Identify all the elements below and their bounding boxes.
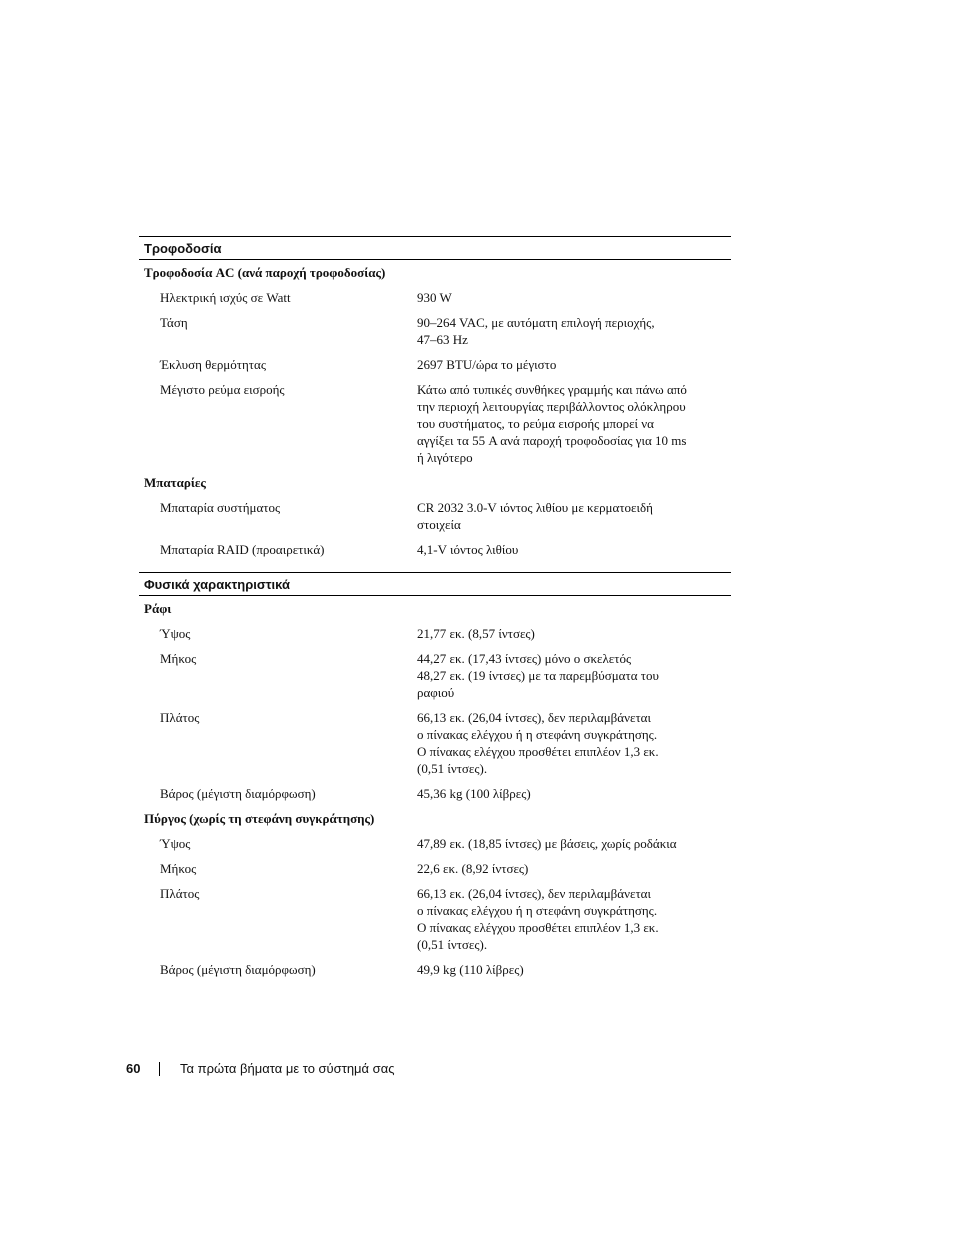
subsection-heading: Μπαταρίες (144, 475, 206, 490)
spec-value-line: (0,51 ίντσες). (417, 761, 488, 776)
spec-value-line: Ο πίνακας ελέγχου προσθέτει επιπλέον 1,3 εκ. (417, 744, 659, 759)
spec-label: Πλάτος (160, 886, 200, 901)
spec-label: Μπαταρία συστήματος (160, 500, 281, 515)
spec-value-line: 47,89 εκ. (18,85 ίντσες) με βάσεις, χωρίς ροδάκια (417, 836, 677, 851)
spec-row (139, 537, 731, 562)
spec-value-line: 66,13 εκ. (26,04 ίντσες), δεν περιλαμβάνεται (417, 710, 651, 725)
spec-value-line: ο πίνακας ελέγχου ή η στεφάνη συγκράτησης. (417, 903, 658, 918)
spec-label: Ηλεκτρική ισχύς σε Watt (160, 290, 291, 305)
subsection-heading: Τροφοδοσία AC (ανά παροχή τροφοδοσίας) (144, 265, 386, 280)
spec-value (417, 650, 707, 701)
spec-label: Βάρος (μέγιστη διαμόρφωση) (160, 962, 316, 977)
spec-label: Μήκος (160, 861, 197, 876)
spec-value-line: 66,13 εκ. (26,04 ίντσες), δεν περιλαμβάνεται (417, 886, 651, 901)
subsection-heading: Ράφι (144, 601, 172, 616)
spec-value-line: CR 2032 3.0-V ιόντος λιθίου με κερματοειδή (417, 500, 653, 515)
spec-row (139, 957, 731, 982)
spec-value (417, 625, 707, 642)
section-heading: Φυσικά χαρακτηριστικά (139, 572, 731, 596)
page-number: 60 (126, 1061, 141, 1076)
spec-value-line: αγγίξει τα 55 A ανά παροχή τροφοδοσίας για 10 ms (417, 433, 687, 448)
spec-value (417, 835, 707, 852)
spec-value-line: ή λιγότερο (417, 450, 473, 465)
spec-label: Έκλυση θερμότητας (160, 357, 266, 372)
spec-row (139, 352, 731, 377)
spec-value-line: ο πίνακας ελέγχου ή η στεφάνη συγκράτησης. (417, 727, 658, 742)
spec-value (417, 289, 707, 306)
footer-title: Τα πρώτα βήματα με το σύστημά σας (180, 1061, 395, 1076)
spec-label: Μπαταρία RAID (προαιρετικά) (160, 542, 325, 557)
spec-value-line: του συστήματος, το ρεύμα εισροής μπορεί να (417, 416, 654, 431)
spec-value-line: την περιοχή λειτουργίας περιβάλλοντος ολόκληρου (417, 399, 686, 414)
spec-value (417, 709, 707, 777)
spec-row (139, 621, 731, 646)
spec-value-line: 48,27 εκ. (19 ίντσες) με τα παρεμβύσματα του (417, 668, 659, 683)
spec-row (139, 831, 731, 856)
section-heading: Τροφοδοσία (139, 236, 731, 260)
spec-row (139, 781, 731, 806)
spec-value-line: 22,6 εκ. (8,92 ίντσες) (417, 861, 529, 876)
spec-value-line: Κάτω από τυπικές συνθήκες γραμμής και πάνω από (417, 382, 687, 397)
spec-value (417, 314, 707, 348)
spec-value (417, 785, 707, 802)
spec-value-line: 2697 BTU/ώρα το μέγιστο (417, 357, 557, 372)
spec-value (417, 541, 707, 558)
spec-label: Ύψος (160, 626, 191, 641)
spec-label: Τάση (160, 315, 188, 330)
spec-value-line: 21,77 εκ. (8,57 ίντσες) (417, 626, 535, 641)
spec-value-line: 44,27 εκ. (17,43 ίντσες) μόνο ο σκελετός (417, 651, 632, 666)
spec-row (139, 646, 731, 705)
spec-row (139, 881, 731, 957)
spec-row (139, 285, 731, 310)
subsection-heading: Πύργος (χωρίς τη στεφάνη συγκράτησης) (144, 811, 375, 826)
spec-value (417, 499, 707, 533)
spec-row (139, 310, 731, 352)
spec-value-line: (0,51 ίντσες). (417, 937, 488, 952)
spec-value (417, 885, 707, 953)
spec-value-line: στοιχεία (417, 517, 461, 532)
spec-value-line: ραφιού (417, 685, 455, 700)
spec-value-line: 47–63 Hz (417, 332, 468, 347)
spec-label: Πλάτος (160, 710, 200, 725)
spec-label: Μέγιστο ρεύμα εισροής (160, 382, 285, 397)
spec-value-line: Ο πίνακας ελέγχου προσθέτει επιπλέον 1,3 εκ. (417, 920, 659, 935)
spec-row (139, 856, 731, 881)
spec-table (139, 236, 731, 982)
spec-row (139, 705, 731, 781)
spec-value-line: 4,1-V ιόντος λιθίου (417, 542, 519, 557)
spec-row (139, 495, 731, 537)
spec-value (417, 381, 707, 466)
spec-label: Ύψος (160, 836, 191, 851)
spec-label: Βάρος (μέγιστη διαμόρφωση) (160, 786, 316, 801)
spec-label: Μήκος (160, 651, 197, 666)
spec-row (139, 377, 731, 470)
spec-value (417, 961, 707, 978)
footer-divider (159, 1062, 160, 1076)
section-gap (139, 562, 731, 572)
spec-value-line: 90–264 VAC, με αυτόματη επιλογή περιοχής, (417, 315, 655, 330)
spec-value-line: 930 W (417, 290, 452, 305)
spec-value (417, 356, 707, 373)
spec-value-line: 49,9 kg (110 λίβρες) (417, 962, 524, 977)
page-footer (126, 1061, 394, 1076)
spec-value (417, 860, 707, 877)
spec-value-line: 45,36 kg (100 λίβρες) (417, 786, 531, 801)
